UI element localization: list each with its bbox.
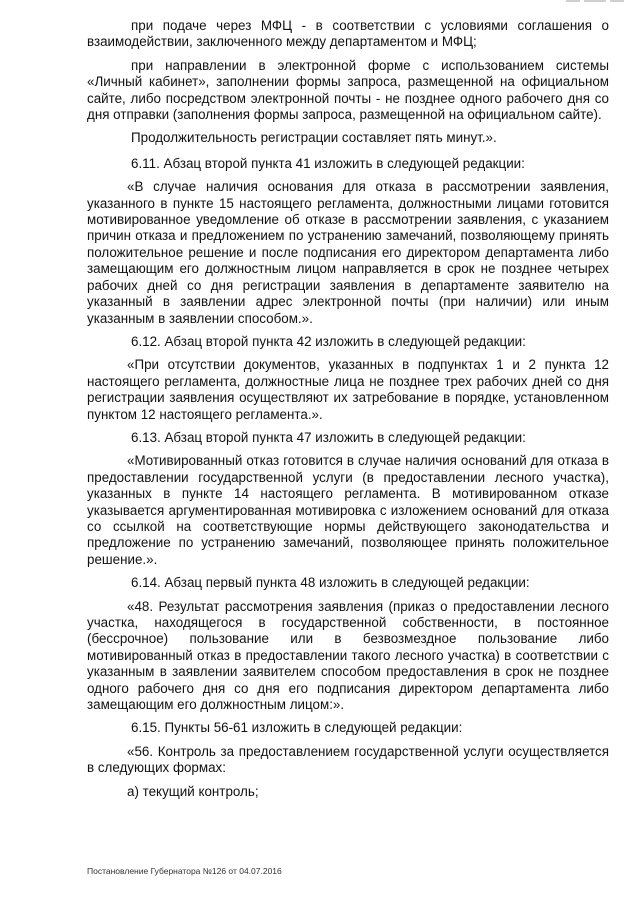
- scan-corner-marks: [562, 0, 626, 4]
- document-footer: Постановление Губернатора №126 от 04.07.2016: [87, 866, 282, 876]
- document-body: [87, 18, 609, 807]
- heading-6-12: 6.12. Абзац второй пункта 42 изложить в следующей редакции:: [131, 333, 526, 349]
- paragraph-6-11-text: «В случае наличия основания для отказа в рассмотрении заявления, указанного в пункте 15 настоящего регламента, должностными лицами готовится мотивированное уведомление об отказе в рассмотрении заявления, с указанием причин отказа и предложением по устранению замечаний, позволяющему принять положительное решение и после подписания его директором департамента либо замещающим его должностным лицом направляется в срок не позднее четырех рабочих дней со дня регистрации заявления в департаменте заявителю на указанный в заявлении адрес электронной почты (при наличии) или иным указанным в заявлении способом.».: [87, 179, 609, 326]
- paragraph-current-control: а) текущий контроль;: [127, 783, 259, 799]
- heading-6-11: 6.11. Абзац второй пункта 41 изложить в следующей редакции:: [131, 155, 525, 171]
- paragraph-6-13-text: «Мотивированный отказ готовится в случае наличия оснований для отказа в предоставлении государственной услуги (в предоставлении лесного участка), указанных в пункте 14 настоящего регламента. В мотивированном отказе указывается аргументированная мотивировка с изложением оснований для отказа со ссылкой на соответствующие нормы действующего законодательства и предложение по устранению замечаний, позволяющее принять положительное решение.».: [87, 453, 609, 567]
- heading-6-14: 6.14. Абзац первый пункта 48 изложить в следующей редакции:: [131, 575, 530, 591]
- paragraph-56: «56. Контроль за предоставлением государственной услуги осуществляется в следующих формах:: [87, 743, 609, 776]
- paragraph-6-14-text: «48. Результат рассмотрения заявления (приказ о предоставлении лесного участка, находящегося в государственной собственности, в постоянное (бессрочное) пользование или в безвозмездное пользование либо мотивированный отказ в предоставлении такого лесного участка) в соответствии с указанным в заявлении заявителем способом предоставления в срок не позднее одного рабочего дня со дня его подписания директором департамента либо замещающим его должностным лицом:».: [87, 598, 609, 713]
- heading-6-15: 6.15. Пункты 56-61 изложить в следующей редакции:: [131, 720, 463, 736]
- paragraph-6-12-text: «При отсутствии документов, указанных в подпунктах 1 и 2 пункта 12 настоящего регламента, должностные лица не позднее трех рабочих дней со дня регистрации заявления осуществляют их затребование в порядке, установленном пунктом 12 настоящего регламента.».: [87, 357, 609, 422]
- paragraph-mfc: при подаче через МФЦ - в соответствии с условиями соглашения о взаимодействии, заключенного между департаментом и МФЦ;: [87, 18, 609, 50]
- paragraph-electronic: при направлении в электронной форме с использованием системы «Личный кабинет», заполнении формы запроса, размещенной на официальном сайте, либо посредством электронной почты - не позднее одного рабочего дня со дня отправки (заполнения формы запроса, размещенной на официальном сайте).: [87, 57, 609, 123]
- paragraph-duration: Продолжительность регистрации составляет пять минут.».: [131, 130, 497, 146]
- heading-6-13: 6.13. Абзац второй пункта 47 изложить в следующей редакции:: [131, 429, 526, 445]
